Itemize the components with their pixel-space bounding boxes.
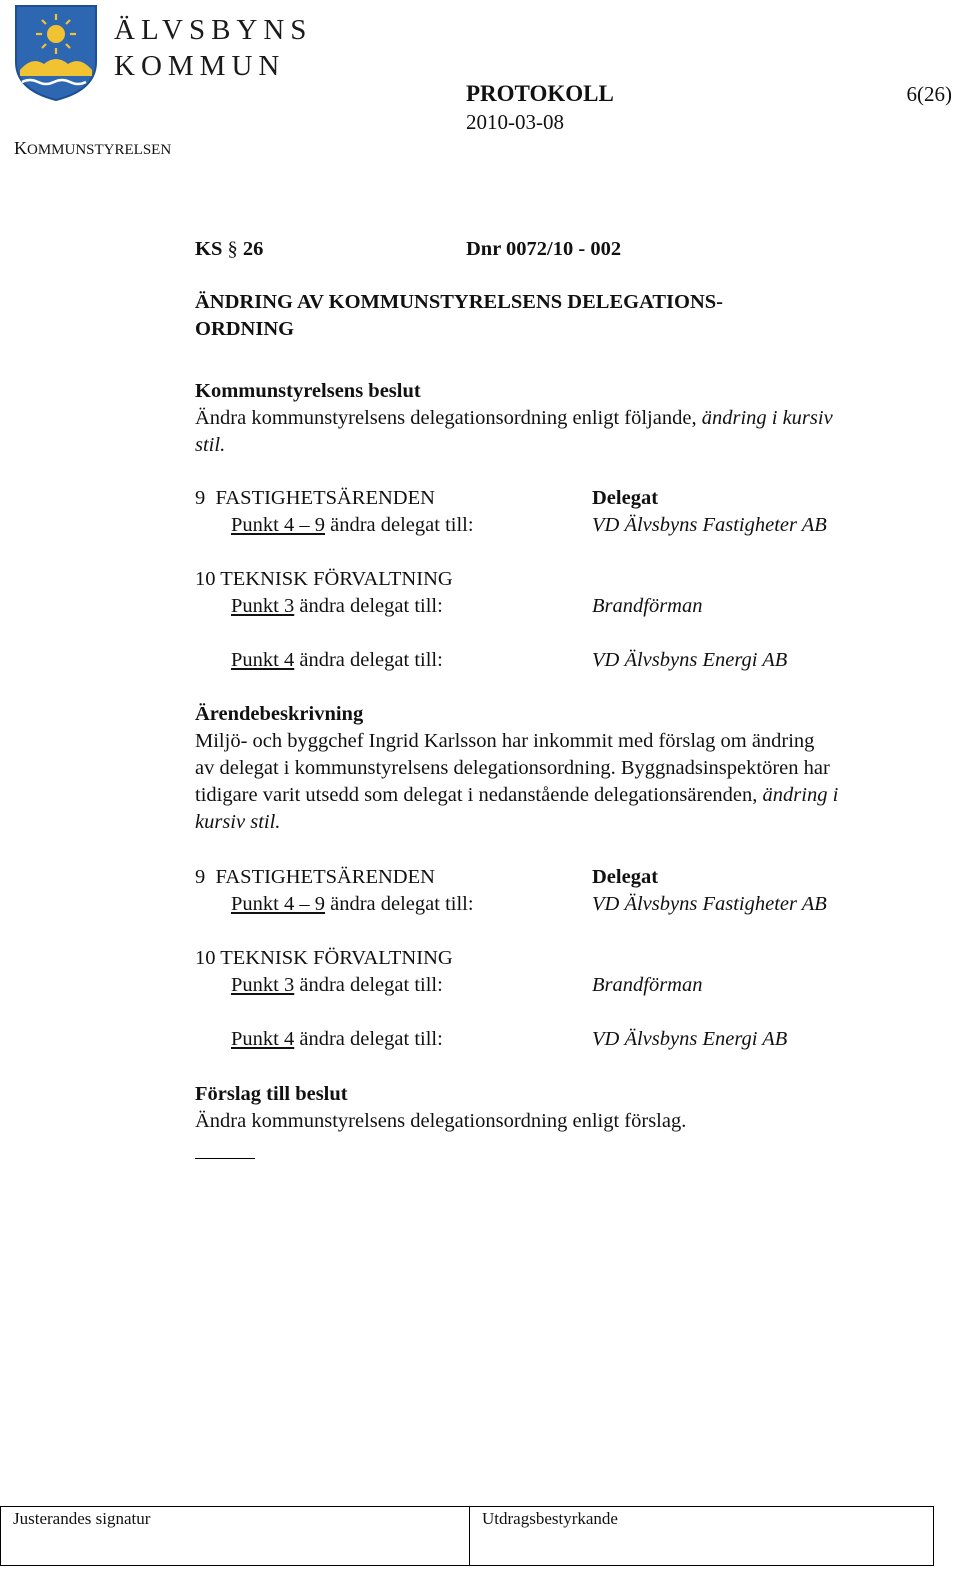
- table2-sec9-heading: [195, 866, 435, 889]
- description-line3: [195, 784, 838, 807]
- sec9-item-link: Punkt 4 – 9: [231, 514, 325, 536]
- description-heading: Ärendebeskrivning: [195, 703, 364, 725]
- table2-sec10-item2-delegate: VD Älvsbyns Energi AB: [592, 1028, 788, 1050]
- sec9-item-link-2: Punkt 4 – 9: [231, 893, 325, 915]
- municipality-line1: ÄLVSBYNS: [114, 14, 313, 46]
- proposal-heading: Förslag till beslut: [195, 1083, 348, 1105]
- table2-sec10-heading: 10 TEKNISK FÖRVALTNING: [195, 947, 453, 969]
- description-line3-text: tidigare varit utsedd som delegat i nedanstående delegationsärenden,: [195, 784, 763, 806]
- table2-sec9-delegate: VD Älvsbyns Fastigheter AB: [592, 893, 827, 915]
- sec9-title: FASTIGHETSÄRENDEN: [215, 487, 435, 509]
- doc-type: PROTOKOLL: [466, 81, 614, 106]
- description-line4: kursiv stil.: [195, 811, 281, 833]
- sec10-item1-text-2: ändra delegat till:: [294, 974, 443, 996]
- department-initial: K: [14, 138, 27, 158]
- description-line3-italic: ändring i: [762, 784, 839, 806]
- sec9-num: 9: [195, 487, 206, 509]
- decision-text-italic-end: stil.: [195, 434, 226, 456]
- case-title-line1: ÄNDRING AV KOMMUNSTYRELSENS DELEGATIONS-: [195, 291, 723, 313]
- table1-sec9-heading: [195, 487, 435, 510]
- description-line1: Miljö- och byggchef Ingrid Karlsson har inkommit med förslag om ändring: [195, 730, 815, 752]
- end-rule: [195, 1158, 255, 1159]
- table1-sec10-item2-delegate: VD Älvsbyns Energi AB: [592, 649, 788, 671]
- section-sign: §: [227, 238, 238, 260]
- department-name: [14, 138, 171, 159]
- table2-delegat-heading: Delegat: [592, 866, 659, 888]
- sec10-item2-link-2: Punkt 4: [231, 1028, 295, 1050]
- table2-sec9-item: [231, 893, 474, 916]
- table1-sec10-item1: [231, 595, 443, 618]
- table2-sec10-item2: [231, 1028, 443, 1051]
- decision-text: [195, 407, 833, 430]
- decision-text-main: Ändra kommunstyrelsens delegationsordning enligt följande,: [195, 407, 702, 429]
- decision-heading: Kommunstyrelsens beslut: [195, 380, 421, 402]
- case-ks: KS: [195, 238, 223, 260]
- table1-sec10-heading: 10 TEKNISK FÖRVALTNING: [195, 568, 453, 590]
- table2-sec10-item1: [231, 974, 443, 997]
- sec10-item1-link: Punkt 3: [231, 595, 295, 617]
- table1-delegat-heading: Delegat: [592, 487, 659, 509]
- signature-box: [0, 1506, 934, 1566]
- decision-text-italic: ändring i kursiv: [701, 407, 833, 429]
- municipality-line2: KOMMUN: [114, 50, 286, 82]
- case-title-line2: ORDNING: [195, 318, 295, 340]
- coat-of-arms-logo: [14, 4, 98, 102]
- sec10-item2-text: ändra delegat till:: [294, 649, 443, 671]
- signature-cell: [1, 1507, 470, 1565]
- sec9-title-2: FASTIGHETSÄRENDEN: [215, 866, 435, 888]
- description-line2: av delegat i kommunstyrelsens delegationsordning. Byggnadsinspektören har: [195, 757, 830, 779]
- signature-label: Justerandes signatur: [13, 1509, 151, 1528]
- dnr: Dnr 0072/10 - 002: [466, 238, 622, 260]
- certification-cell: [470, 1507, 630, 1565]
- sec10-item2-link: Punkt 4: [231, 649, 295, 671]
- case-number: [195, 238, 263, 261]
- sec9-item-text-2: ändra delegat till:: [324, 893, 474, 915]
- table1-sec10-item1-delegate: Brandförman: [592, 595, 703, 617]
- table1-sec9-item: [231, 514, 474, 537]
- table1-sec9-delegate: VD Älvsbyns Fastigheter AB: [592, 514, 827, 536]
- page-number: 6(26): [906, 82, 952, 106]
- proposal-text: Ändra kommunstyrelsens delegationsordning enligt förslag.: [195, 1110, 687, 1132]
- sec10-item2-text-2: ändra delegat till:: [294, 1028, 443, 1050]
- doc-date: 2010-03-08: [466, 110, 564, 134]
- certification-label: Utdragsbestyrkande: [482, 1509, 618, 1528]
- case-num: 26: [242, 238, 264, 260]
- sec10-item1-text: ändra delegat till:: [294, 595, 443, 617]
- department-rest: OMMUNSTYRELSEN: [27, 142, 172, 158]
- table1-sec10-item2: [231, 649, 443, 672]
- sec9-item-text: ändra delegat till:: [324, 514, 474, 536]
- table2-sec10-item1-delegate: Brandförman: [592, 974, 703, 996]
- municipality-name: [114, 12, 312, 84]
- sec9-num-2: 9: [195, 866, 206, 888]
- sec10-item1-link-2: Punkt 3: [231, 974, 295, 996]
